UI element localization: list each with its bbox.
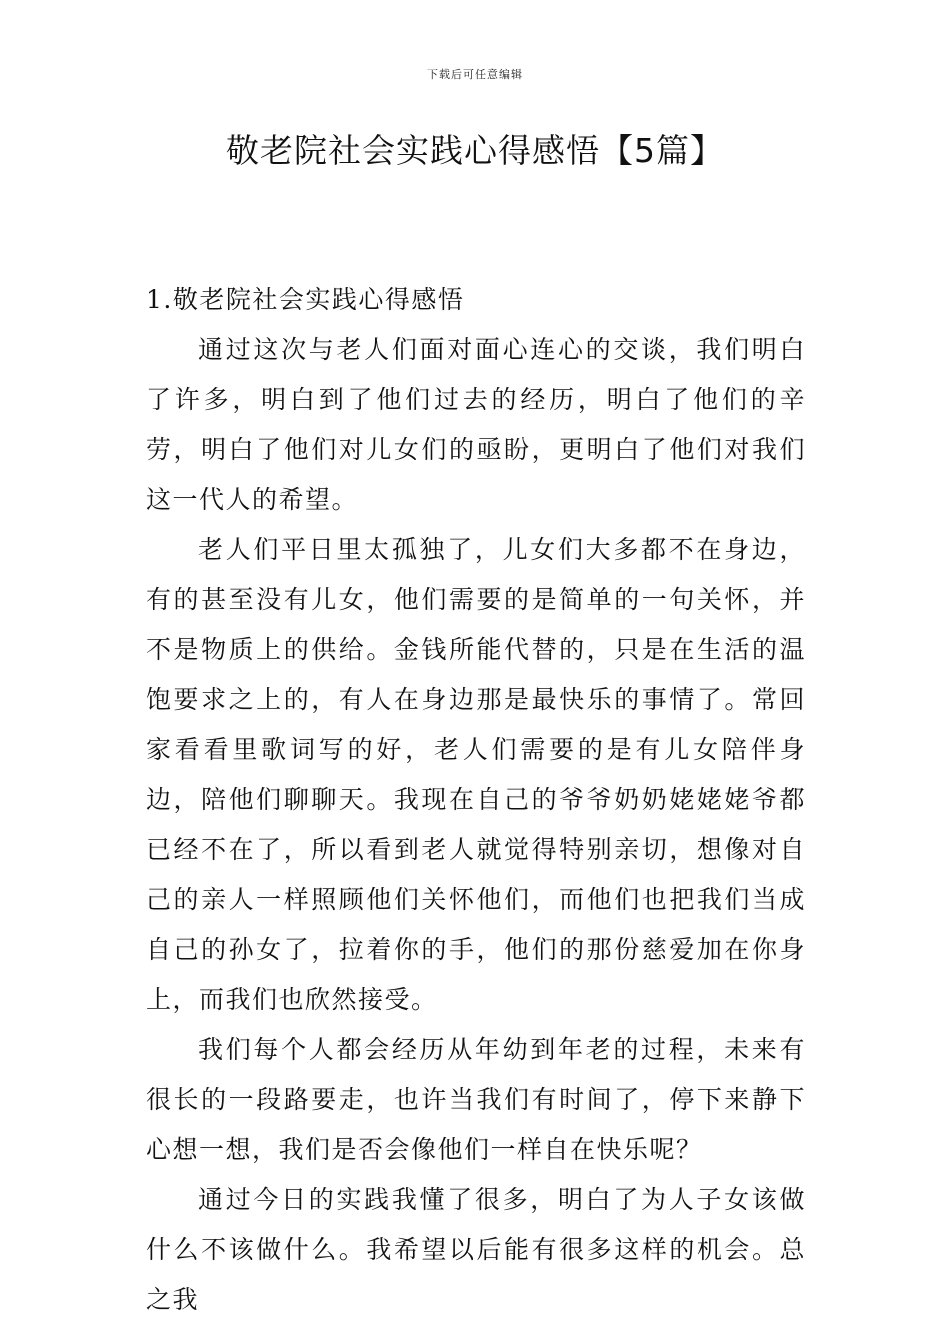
paragraph-1: 通过这次与老人们面对面心连心的交谈，我们明白了许多，明白到了他们过去的经历，明白了他们的辛劳，明白了他们对儿女们的亟盼，更明白了他们对我们这一代人的希望。 — [146, 335, 806, 514]
paragraph-2: 老人们平日里太孤独了，儿女们大多都不在身边，有的甚至没有儿女，他们需要的是简单的一句关怀，并不是物质上的供给。金钱所能代替的，只是在生活的温饱要求之上的，有人在身边那是最快乐的事情了。常回家看看里歌词写的好，老人们需要的是有儿女陪伴身边，陪他们聊聊天。我现在自己的爷爷奶奶姥姥姥爷都已经不在了，所以看到老人就觉得特别亲切，想像对自己的亲人一样照顾他们关怀他们，而他们也把我们当成自己的孙女了，拉着你的手，他们的那份慈爱加在你身上，而我们也欣然接受。 — [146, 535, 806, 1014]
document-body — [146, 275, 806, 1325]
paragraph-3: 我们每个人都会经历从年幼到年老的过程，未来有很长的一段路要走，也许当我们有时间了，停下来静下心想一想，我们是否会像他们一样自在快乐呢？ — [146, 1035, 806, 1164]
section-heading: 1.敬老院社会实践心得感悟 — [146, 285, 465, 314]
page-title: 敬老院社会实践心得感悟【5篇】 — [226, 131, 724, 170]
header-note: 下载后可任意编辑 — [427, 68, 523, 81]
paragraph-4: 通过今日的实践我懂了很多，明白了为人子女该做什么不该做什么。我希望以后能有很多这样的机会。总之我 — [146, 1185, 806, 1314]
